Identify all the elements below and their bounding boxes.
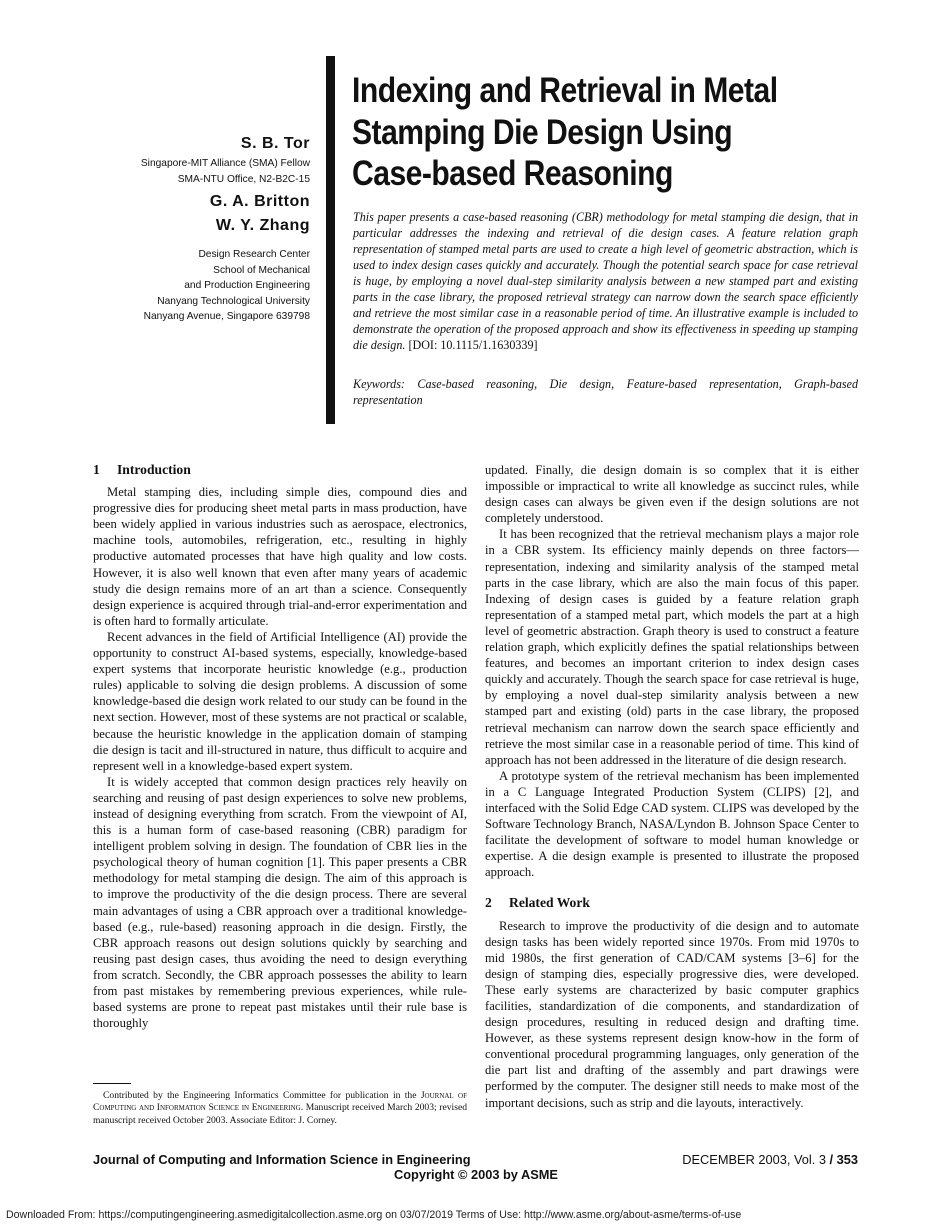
author-affiliation-line: Singapore-MIT Alliance (SMA) Fellow bbox=[140, 158, 310, 169]
author-name: S. B. Tor bbox=[240, 135, 310, 152]
left-column bbox=[93, 462, 467, 1031]
paragraph: A prototype system of the retrieval mechanism has been implemented in a C Language Integrated Production System (CLIPS) [2], and interfaced with the Solid Edge CAD system. CLIPS was developed by the Software Technology Branch, NASA/Lyndon B. Johnson Space Center to facilitate the development of software to model human knowledge or expertise. A die design example is presented to illustrate the proposed approach. bbox=[485, 768, 859, 880]
author-affiliation-line: Nanyang Avenue, Singapore 639798 bbox=[143, 311, 310, 322]
copyright: Copyright © 2003 by ASME bbox=[394, 1167, 558, 1182]
author-affiliation-line: SMA-NTU Office, N2-B2C-15 bbox=[177, 173, 310, 185]
footnote-text: . Manuscript received March 2003; revised manuscript received October 2003. Associate Editor: J. Corney. bbox=[93, 1102, 467, 1126]
keywords: Keywords: Case-based reasoning, Die design, Feature-based representation, Graph-based representation bbox=[353, 377, 858, 407]
doi: [DOI: 10.1115/1.1630339] bbox=[408, 338, 538, 352]
footnote-journal: Journal of Computing and Information Science in Engineering bbox=[93, 1090, 467, 1114]
author-affiliation-line: Nanyang Technological University bbox=[157, 295, 310, 307]
abstract bbox=[353, 209, 858, 353]
section-title: Introduction bbox=[117, 462, 191, 477]
paragraph: Recent advances in the field of Artificial Intelligence (AI) provide the opportunity to construct AI-based systems, especially, knowledge-based expert systems that incorporate heuristic knowledge (e.g., production rules) applicable to solving die design problems. A discussion of some knowledge-based die design work related to our study can be found in the next section. However, most of these systems are not practical or scalable, because the heuristic knowledge in the application domain of stamping die design is tacit and ill-structured in nature, thus difficult to acquire and represent well in a knowledge-based expert system. bbox=[93, 629, 467, 773]
author-name: G. A. Britton bbox=[209, 193, 310, 210]
footer-journal: Journal of Computing and Information Science in Engineering bbox=[93, 1152, 471, 1167]
paragraph: updated. Finally, die design domain is so complex that it is either impossible or impractical to write all knowledge as succinct rules, while design cases can always be given even if the design solutions are not completely understood. bbox=[485, 463, 859, 526]
footnote-text: Contributed by the Engineering Informatics Committee for publication in the bbox=[103, 1090, 421, 1101]
footer-issue bbox=[682, 1152, 858, 1167]
paragraph: Metal stamping dies, including simple dies, compound dies and progressive dies for producing sheet metal parts in mass production, have been widely applied in various industries such as aerospace, electronics, machine tools, automobiles, refrigeration, etc., resulting in highly productive automated processes that have high quality and low costs. However, it is also well known that even after many years of academic study die design remains more of an art than a science. Consequently design experience is acquired through trial-and-error experimentation and is often hard to formally articulate. bbox=[93, 485, 467, 628]
footnote-rule bbox=[93, 1083, 131, 1084]
section-title: Related Work bbox=[509, 895, 590, 911]
paragraph: It has been recognized that the retrieval mechanism plays a major role in a CBR system. Its efficiency mainly depends on three factors—representation, indexing and similarity analysis of the stamped metal parts in the case library, which are also the main focus of this paper. Indexing of design cases is guided by a feature relation graph representation of a stamped metal part, which models the part at a high level of geometric abstraction. Graph theory is used to construct a feature relation graph, which explicitly defines the spatial relationships between features, and becomes an important criterion to index design cases quickly and accurately. Though the search space for case retrieval is huge, by employing a novel dual-step similarity analysis between a new stamped part and existing (old) parts in the case library, the proposed retrieval mechanism can narrow down the search space efficiently and retrieve the most similar case in a reasonable period of time. This kind of approach has not been addressed in the literature of die design research. bbox=[485, 527, 859, 767]
section-heading bbox=[93, 462, 467, 478]
paragraph: It is widely accepted that common design practices rely heavily on searching and reusing of past design experiences to solve new problems, instead of designing everything from scratch. From the viewpoint of AI, this is a human form of case-based reasoning (CBR) paradigm for intelligent problem solving in design. The foundation of CBR lies in the psychological theory of human cognition [1]. This paper presents a CBR methodology for metal stamping die design. The aim of this approach is to improve the productivity of the die design process. There are several main advantages of using a CBR approach over a traditional knowledge-based (e.g., rule-based) reasoning approach in die design. Firstly, the CBR approach reasons out design solutions quickly by searching and reusing past design cases, thus avoiding the need to design everything from scratch. Secondly, the CBR approach possesses the ability to learn from past mistakes by remembering previous experiences, while rule-based systems are prone to repeat past mistakes until their rule base is thoroughly bbox=[93, 774, 467, 1031]
section-number: 1 bbox=[93, 462, 100, 477]
author-block bbox=[120, 135, 310, 325]
page-number: 353 bbox=[836, 1152, 858, 1167]
abstract-text: This paper presents a case-based reasoning (CBR) methodology for metal stamping die design, that in particular addresses the indexing and retrieval of die design cases. A feature relation graph representation of stamped metal parts are used to create a high level of geometric abstraction, which is used to index design cases quickly and accurately. Though the potential search space for case retrieval is huge, by employing a novel dual-step similarity analysis between a new stamped part and existing parts in the case library, the proposed retrieval strategy can narrow down the search space efficiently and retrieve the most similar case in a reasonable period of time. An illustrative example is included to demonstrate the operation of the proposed approach and show its effectiveness in speeding up stamping die design. bbox=[353, 210, 858, 352]
right-column bbox=[485, 462, 859, 1111]
footnote bbox=[93, 1090, 467, 1127]
author-affiliation-line: Design Research Center bbox=[198, 249, 310, 260]
section-number: 2 bbox=[485, 895, 492, 911]
paper-title: Indexing and Retrieval in Metal Stamping Die Design Using Case-based Reasoning bbox=[352, 71, 778, 193]
author-affiliation-line: School of Mechanical bbox=[213, 264, 310, 276]
paragraph: Research to improve the productivity of die design and to automate design tasks has been widely reported since 1970s. From mid 1970s to mid 1980s, the first generation of CAD/CAM systems [3–6] for the design of stamping dies, especially progressive dies, were developed. These early systems are characterized by basic computer graphics facilities, standardization of die components, and standardization of design procedures, resulting in reduced design and drafting time. However, as these systems represent design know-how in the form of conventional procedural programming languages, only generation of the die part list and drafting of the assembly and part drawings were performed by the computer. The designer still needs to make most of the important decisions, such as strip and die layouts, interactively. bbox=[485, 918, 859, 1110]
author-name: W. Y. Zhang bbox=[215, 217, 310, 234]
issue-text: DECEMBER 2003, Vol. 3 bbox=[682, 1152, 826, 1167]
author-affiliation-line: and Production Engineering bbox=[184, 280, 310, 291]
author-affiliation bbox=[120, 247, 310, 325]
page-separator: / bbox=[825, 1152, 837, 1167]
download-notice: Downloaded From: https://computingengineering.asmedigitalcollection.asme.org on 03/07/2019 Terms of Use: http://www.asme.org/about-asme/terms-of-use bbox=[6, 1209, 742, 1221]
header-divider-bar bbox=[326, 56, 335, 424]
author-tor bbox=[120, 135, 310, 187]
section-heading bbox=[485, 895, 859, 911]
